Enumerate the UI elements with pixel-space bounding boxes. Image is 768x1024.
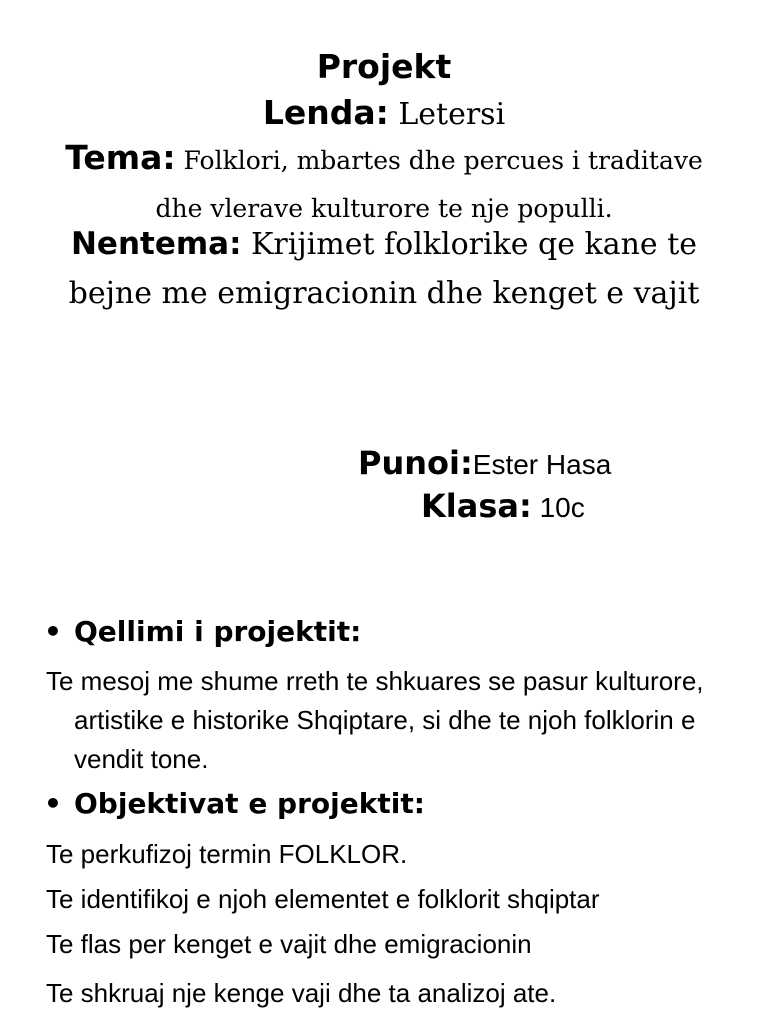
page-title: Projekt [316, 47, 452, 86]
tema-value: Folklori, mbartes dhe percues i traditave dhe vlerave kulturore te nje populli. [155, 146, 703, 223]
qellimi-text: Te mesoj me shume rreth te shkuares se pasur kulturore, artistike e historike Shqiptare, si dhe te njoh folklorin e vendit tone. [46, 666, 704, 774]
qellimi-heading [44, 614, 361, 650]
lenda-line [0, 92, 768, 136]
lenda-label: Lenda: [262, 93, 389, 132]
objective-item: Te perkufizoj termin FOLKLOR. [46, 839, 408, 869]
qellimi-heading-text: Qellimi i projektit: [74, 615, 362, 648]
nentema-label: Nentema: [70, 226, 242, 262]
klasa-line [421, 486, 585, 528]
punoi-label: Punoi: [358, 444, 473, 482]
objektivat-heading-text: Objektivat e projektit: [74, 787, 425, 820]
tema-label: Tema: [65, 138, 176, 177]
nentema-block [30, 222, 738, 321]
bullet-icon: • [44, 787, 62, 820]
lenda-value: Letersi [388, 97, 506, 132]
punoi-line [358, 443, 611, 485]
tema-block [40, 136, 728, 235]
punoi-value: Ester Hasa [472, 449, 612, 480]
klasa-value: 10c [531, 492, 585, 523]
objective-item: Te shkruaj nje kenge vaji dhe ta analizoj ate. [46, 978, 557, 1008]
objective-item: Te identifikoj e njoh elementet e folklorit shqiptar [46, 884, 600, 914]
objektivat-heading [44, 786, 425, 822]
objective-item: Te flas per kenget e vajit dhe emigracionin [46, 929, 532, 959]
nentema-value: Krijimet folklorike qe kane te bejne me emigracionin dhe kenget e vajit [68, 227, 700, 311]
bullet-icon: • [44, 615, 62, 648]
klasa-label: Klasa: [421, 487, 532, 525]
